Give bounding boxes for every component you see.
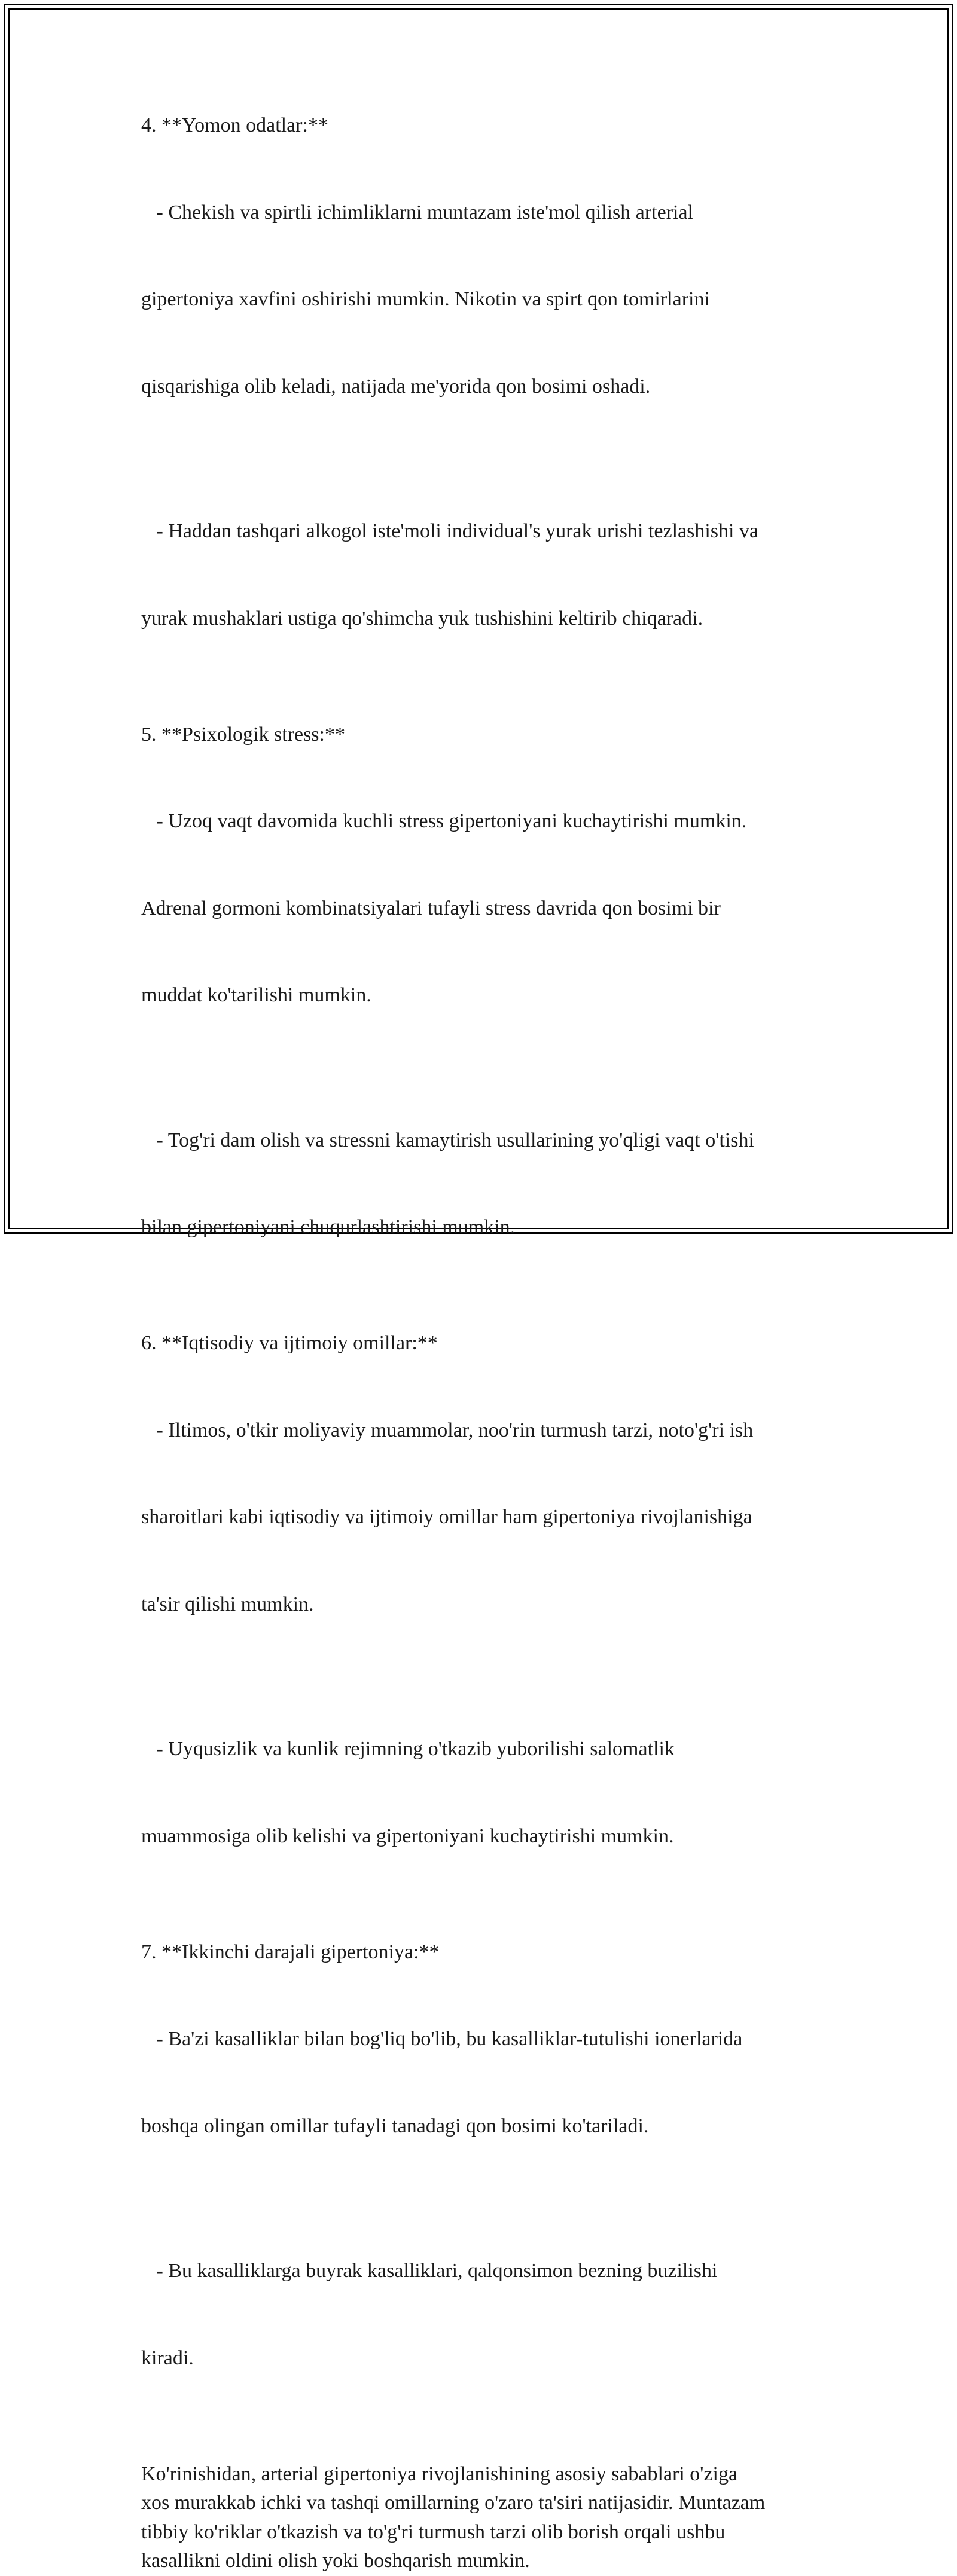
section-heading: 5. **Psixologik stress:** [141, 723, 345, 745]
section-secondary-hypertension [141, 1938, 835, 2431]
list-item [141, 140, 835, 460]
list-item [141, 1068, 835, 1300]
section-economic-social-factors [141, 1329, 835, 1909]
text-line: - Chekish va spirtli ichimliklarni muntazam iste'mol qilish arterial [141, 201, 693, 224]
text-line: Adrenal gormoni kombinatsiyalari tufayli stress davrida qon bosimi bir [141, 897, 721, 919]
text-line: - Bu kasalliklarga buyrak kasalliklari, qalqonsimon bezning buzilishi [141, 2260, 718, 2282]
list-item [141, 2199, 835, 2431]
list-item [141, 459, 835, 691]
list-item [141, 1358, 835, 1677]
list-item [141, 749, 835, 1068]
text-line: qisqarishiga olib keladi, natijada me'yorida qon bosimi oshadi. [141, 375, 651, 398]
list-item [141, 1677, 835, 1909]
section-psychological-stress [141, 720, 835, 1300]
section-heading: 7. **Ikkinchi darajali gipertoniya:** [141, 1941, 440, 1963]
section-heading: 6. **Iqtisodiy va ijtimoiy omillar:** [141, 1332, 438, 1354]
text-line: muddat ko'tarilishi mumkin. [141, 984, 371, 1006]
text-line: ta'sir qilishi mumkin. [141, 1593, 314, 1615]
text-line: kiradi. [141, 2346, 194, 2369]
list-item [141, 1967, 835, 2199]
text-line: sharoitlari kabi iqtisodiy va ijtimoiy omillar ham gipertoniya rivojlanishiga [141, 1506, 752, 1528]
text-line: bilan gipertoniyani chuqurlashtirishi mumkin. [141, 1216, 516, 1238]
text-line: - Uzoq vaqt davomida kuchli stress gipertoniyani kuchaytirishi mumkin. [141, 810, 747, 832]
text-line: - Iltimos, o'tkir moliyaviy muammolar, noo'rin turmush tarzi, noto'g'ri ish [141, 1419, 754, 1441]
text-line: - Tog'ri dam olish va stressni kamaytirish usullarining yo'qligi vaqt o'tishi [141, 1129, 754, 1151]
section-bad-habits [141, 111, 835, 691]
text-line: - Uyqusizlik va kunlik rejimning o'tkazib yuborilishi salomatlik [141, 1738, 675, 1760]
text-line: gipertoniya xavfini oshirishi mumkin. Nikotin va spirt qon tomirlarini [141, 288, 710, 310]
text-line: - Ba'zi kasalliklar bilan bog'liq bo'lib, bu kasalliklar-tutulishi ionerlarida [141, 2028, 743, 2050]
section-heading: 4. **Yomon odatlar:** [141, 114, 328, 136]
text-line: tibbiy ko'riklar o'tkazish va to'g'ri turmush tarzi olib borish orqali ushbu [141, 2520, 726, 2543]
text-line: - Haddan tashqari alkogol iste'moli individual's yurak urishi tezlashishi va [141, 520, 759, 542]
text-line: yurak mushaklari ustiga qo'shimcha yuk tushishini keltirib chiqaradi. [141, 607, 703, 630]
text-line: kasallikni oldini olish yoki boshqarish mumkin. [141, 2550, 530, 2572]
text-line: xos murakkab ichki va tashqi omillarning o'zaro ta'siri natijasidir. Muntazam [141, 2492, 766, 2514]
text-line: boshqa olingan omillar tufayli tanadagi qon bosimi ko'tariladi. [141, 2114, 649, 2137]
conclusion-paragraph [141, 2460, 835, 2576]
document-body [141, 111, 835, 2576]
text-line: Ko'rinishidan, arterial gipertoniya rivojlanishining asosiy sabablari o'ziga [141, 2462, 738, 2485]
text-line: muammosiga olib kelishi va gipertoniyani kuchaytirishi mumkin. [141, 1825, 674, 1847]
